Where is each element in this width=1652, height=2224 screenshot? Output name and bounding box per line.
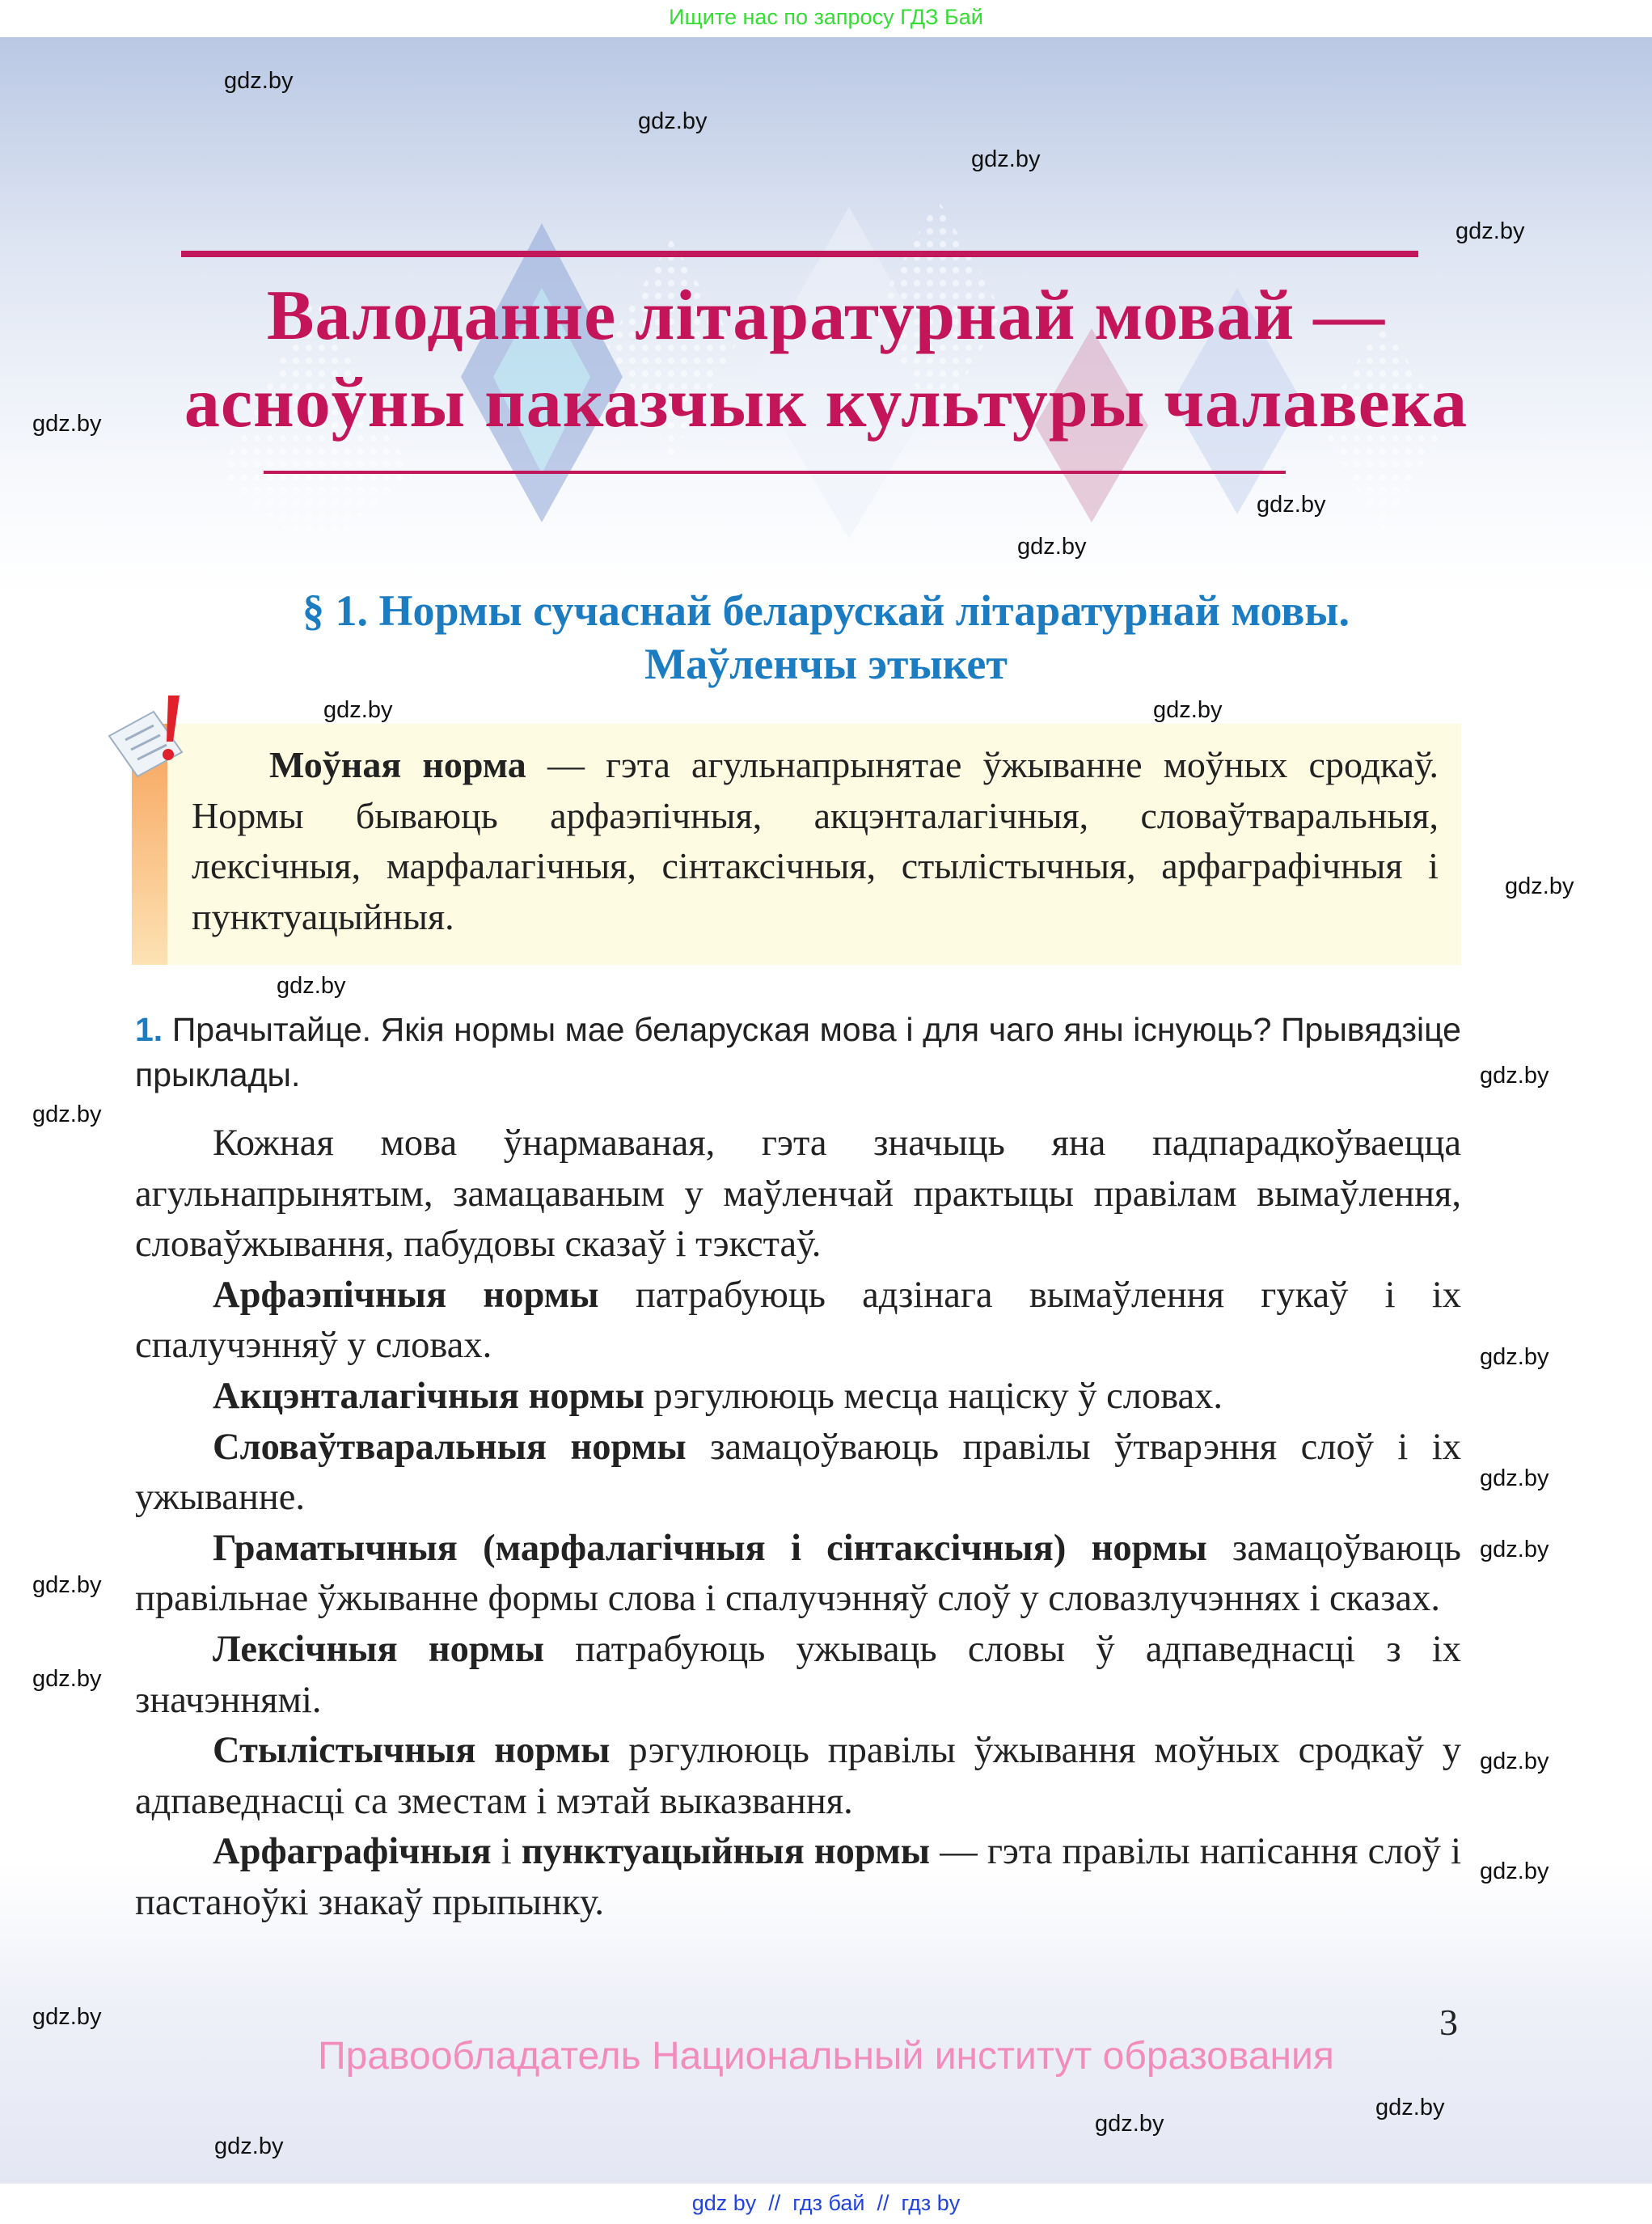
footer-bar [0,2184,1652,2224]
watermark: gdz.by [1505,873,1574,899]
watermark: gdz.by [971,146,1041,172]
watermark: gdz.by [1375,2095,1445,2120]
paragraph-text: замацоўваюць правілы ўтварэння слоў і іх ужыванне. [135,1426,1461,1519]
watermark: gdz.by [214,2133,284,2159]
top-banner [0,0,1652,37]
watermark: gdz.by [1017,534,1087,560]
watermark: gdz.by [1480,1465,1549,1491]
rule-box [132,724,1461,965]
paragraph [135,1625,1461,1726]
footer-links[interactable]: gdz by // гдз бай // гдз by [691,2191,961,2215]
watermark: gdz.by [32,1666,102,1692]
paragraph-text: рэгулююць месца націску ў словах. [644,1375,1223,1417]
paragraph-text: Кожная мова ўнармаваная, гэта значыць яна падпарадкоўваецца агульнапрынятым, замацаваным у маўленчай практыцы правілам вымаўлення, словаўжывання, пабудовы сказаў і тэкстаў. [135,1123,1461,1266]
watermark: gdz.by [1153,697,1223,723]
paragraph-text: замацоўваюць правільнае ўжыванне формы слова і спалучэнняў слоў у словазлучэннях і сказах. [135,1527,1462,1620]
task-number: 1. [135,1011,163,1048]
norm-term: Арфаграфічныя [213,1831,492,1873]
paragraph-text: патрабуюць адзінага вымаўлення гукаў і іх спалучэнняў у словах. [135,1274,1461,1367]
copyright-notice: Правообладатель Национальный институт образования [318,2035,1334,2078]
watermark: gdz.by [323,697,393,723]
watermark: gdz.by [1480,1748,1549,1774]
watermark: gdz.by [1456,218,1525,244]
norm-term: Стылістычныя нормы [213,1730,611,1772]
watermark: gdz.by [1480,1063,1549,1089]
watermark: gdz.by [1095,2111,1164,2137]
task-1 [135,1007,1461,1097]
paragraph-text: — гэта правілы напісання слоў і пастаноўкі знакаў прыпынку. [135,1831,1461,1923]
norm-term: Граматычныя (марфалагічныя і сінтаксічныя) нормы [213,1527,1207,1569]
paragraph [135,1524,1461,1625]
norm-term: Словаўтваральныя нормы [213,1426,687,1468]
paragraph [135,1118,1461,1271]
watermark: gdz.by [638,108,708,134]
watermark: gdz.by [32,2004,102,2030]
top-banner-text: Ищите нас по запросу ГДЗ Бай [669,5,983,29]
watermark: gdz.by [32,411,102,437]
page-number: 3 [1439,2002,1458,2043]
note-exclamation-icon [105,691,202,789]
paragraph [135,1423,1461,1524]
body-text [135,1118,1461,1929]
rule-definition: — гэта агульнапрынятае ўжыванне моўных сродкаў. Нормы бываюць арфаэпічныя, акцэнталагічныя, словаўтваральныя, лексічныя, марфалагічныя, сінтаксічныя, стылістычныя, арфаграфічныя і пунктуацыйныя. [192,744,1439,937]
title-bottom-rule [264,471,1286,474]
norm-term: Акцэнталагічныя нормы [213,1375,644,1417]
paragraph [135,1726,1461,1827]
watermark: gdz.by [1257,492,1326,518]
paragraph-text: рэгулююць правілы ўжывання моўных сродкаў у адпаведнасці са зместам і мэтай выказвання. [135,1730,1461,1822]
watermark: gdz.by [277,973,346,999]
watermark: gdz.by [32,1572,102,1598]
rule-term: Моўная норма [269,744,526,785]
task-text: Прачытайце. Якія нормы мае беларуская мова і для чаго яны існуюць? Прывядзіце прыклады. [135,1011,1461,1093]
paragraph [135,1271,1461,1372]
watermark: gdz.by [1480,1537,1549,1562]
norm-term: Лексічныя нормы [213,1628,545,1670]
norm-term: Арфаэпічныя нормы [213,1274,599,1316]
title-top-rule [181,251,1418,257]
watermark: gdz.by [1480,1344,1549,1370]
watermark: gdz.by [1480,1858,1549,1884]
chapter-title-line-1: Валоданне літаратурнай мовай — [266,277,1386,355]
watermark: gdz.by [32,1101,102,1127]
section-heading-line-1: § 1. Нормы сучаснай беларускай літаратурнай мовы. [302,586,1350,635]
watermark: gdz.by [224,68,294,94]
section-heading-line-2: Маўленчы этыкет [644,640,1008,688]
paragraph [135,1827,1461,1928]
paragraph-text: патрабуюць ужываць словы ў адпаведнасці з іх значэннямі. [135,1628,1461,1721]
paragraph-connector: і [491,1831,522,1873]
paragraph [135,1372,1461,1423]
norm-term: пунктуацыйныя нормы [521,1831,931,1873]
chapter-title-line-2: асноўны паказчык культуры чалавека [184,364,1468,442]
rule-text [192,740,1439,942]
